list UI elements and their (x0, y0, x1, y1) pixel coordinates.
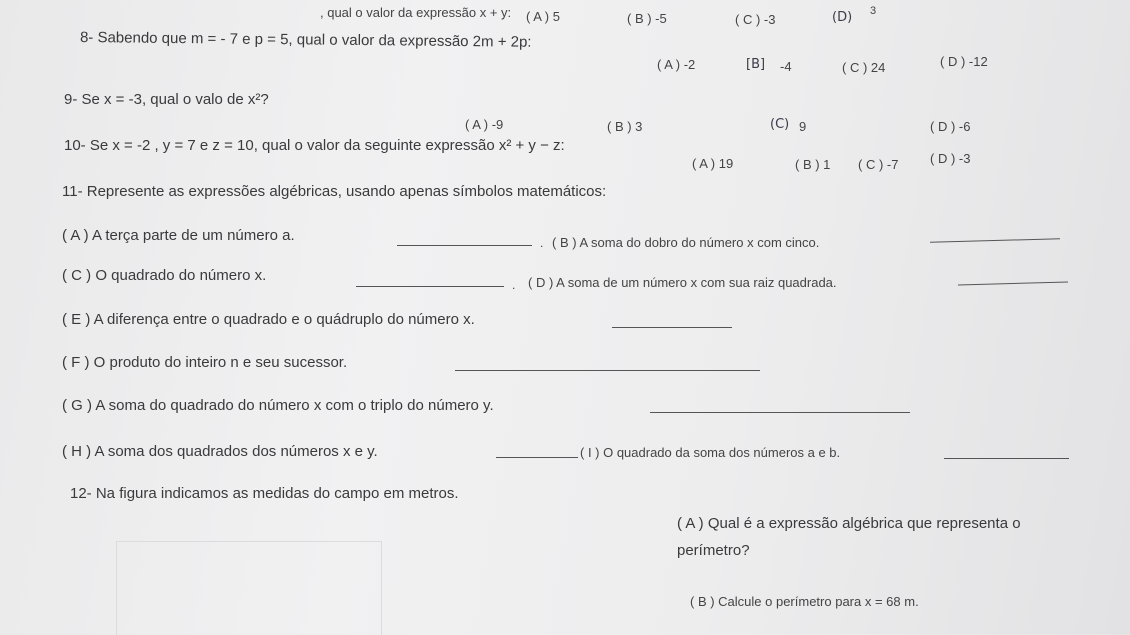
q10-option-a: ( A ) 19 (692, 156, 734, 171)
q7-option-c: ( C ) -3 (735, 12, 776, 27)
q8-text: 8- Sabendo que m = - 7 e p = 5, qual o valor da expressão 2m + 2p: (79, 29, 532, 51)
q11-item-i: ( I ) O quadrado da soma dos números a e b. (580, 445, 841, 460)
q11-item-b: ( B ) A soma do dobro do número x com cinco. (552, 235, 820, 250)
q8-option-b: -4 (780, 59, 792, 74)
q11-item-g: ( G ) A soma do quadrado do número x com o triplo do número y. (62, 397, 494, 414)
q12-title: 12- Na figura indicamos as medidas do campo em metros. (70, 485, 459, 502)
q8-option-d: ( D ) -12 (940, 54, 988, 69)
q9-text: 9- Se x = -3, qual o valo de x²? (64, 91, 269, 108)
q7-option-a: ( A ) 5 (526, 9, 560, 24)
q12-item-a-line2: perímetro? (677, 542, 750, 559)
q7-option-d: 3 (870, 5, 877, 17)
q10-option-c: ( C ) -7 (858, 157, 899, 172)
q11-title: 11- Represente as expressões algébricas, usando apenas símbolos matemáticos: (62, 183, 607, 200)
q11-item-c: ( C ) O quadrado do número x. (62, 267, 267, 284)
q11-item-e: ( E ) A diferença entre o quadrado e o quádruplo do número x. (62, 311, 475, 328)
q12-item-a-line1: ( A ) Qual é a expressão algébrica que representa o (677, 515, 1021, 532)
q11-item-c-answer-blank (356, 286, 504, 287)
q9-option-c: 9 (799, 119, 807, 134)
q11-item-a-answer-blank (397, 245, 532, 246)
q11-item-d: ( D ) A soma de um número x com sua raiz quadrada. (528, 275, 837, 290)
q11-item-a-end: . (540, 236, 544, 250)
q11-item-b-answer-blank (930, 238, 1060, 242)
q8-option-a: ( A ) -2 (657, 57, 696, 72)
q10-option-d: ( D ) -3 (930, 151, 971, 166)
q9-option-a: ( A ) -9 (465, 117, 504, 132)
q11-item-c-end: . (512, 278, 516, 292)
q11-item-h: ( H ) A soma dos quadrados dos números x e y. (62, 443, 378, 460)
field-figure (116, 541, 382, 635)
q9-option-b: ( B ) 3 (607, 119, 643, 134)
q11-item-f: ( F ) O produto do inteiro n e seu sucessor. (62, 354, 348, 371)
q11-item-i-answer-blank (944, 458, 1069, 459)
q9-option-c-marked: (C) (770, 117, 790, 132)
q11-item-h-answer-blank (496, 457, 578, 458)
q10-text: 10- Se x = -2 , y = 7 e z = 10, qual o valor da seguinte expressão x² + y − z: (64, 137, 565, 154)
q8-option-c: ( C ) 24 (842, 60, 886, 75)
q9-option-d: ( D ) -6 (930, 119, 971, 134)
q11-item-e-answer-blank (612, 327, 732, 328)
q10-option-b: ( B ) 1 (795, 157, 831, 172)
q11-item-a: ( A ) A terça parte de um número a. (62, 227, 295, 244)
q7-text: , qual o valor da expressão x + y: (320, 5, 512, 20)
q11-item-g-answer-blank (650, 412, 910, 413)
q11-item-d-answer-blank (958, 282, 1068, 286)
q8-option-b-marked: [B] (746, 57, 766, 72)
q7-option-d-circled-mark: (D) (832, 10, 853, 25)
q12-item-b: ( B ) Calcule o perímetro para x = 68 m. (690, 594, 919, 609)
q7-option-b: ( B ) -5 (627, 11, 667, 26)
q11-item-f-answer-blank (455, 370, 760, 371)
